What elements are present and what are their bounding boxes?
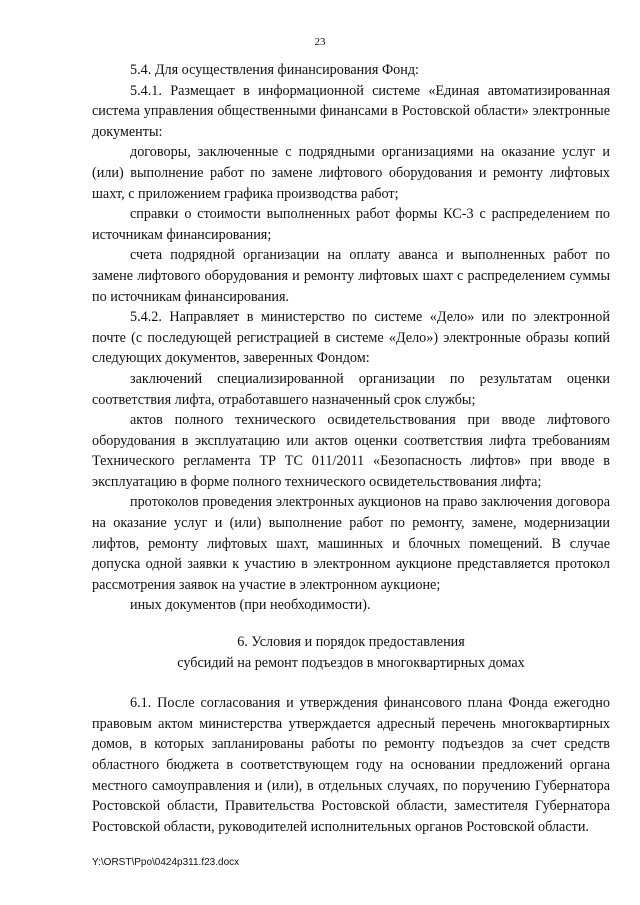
document-body [92, 60, 610, 837]
list-item-contracts: договоры, заключенные с подрядными организациями на оказание услуг и (или) выполнение работ по замене лифтового оборудования и ремонту лифтовых шахт, с приложением графика производства работ; [92, 144, 610, 202]
page-number: 23 [314, 36, 326, 48]
list-item-inspection-acts: актов полного технического освидетельствования при вводе лифтового оборудования в эксплуатацию или актов оценки соответствия лифта требованиям Технического регламента ТР ТС 011/2011 «Безопасность лифтов» при вводе в эксплуатацию в форме полного технического освидетельствования лифта; [92, 412, 610, 490]
list-item-invoices: счета подрядной организации на оплату аванса и выполненных работ по замене лифтового оборудования и ремонту лифтовых шахт с распределением суммы по источникам финансирования. [92, 247, 610, 305]
section-6-title-line-1: 6. Условия и порядок предоставления [237, 634, 465, 651]
paragraph-5-4-1: 5.4.1. Размещает в информационной системе «Единая автоматизированная система управления общественными финансами в Ростовской области» электронные документы: [92, 82, 610, 140]
paragraph-5-4-2: 5.4.2. Направляет в министерство по системе «Дело» или по электронной почте (с последующей регистрацией в системе «Дело») электронные образы копий следующих документов, заверенных Фондом: [92, 309, 610, 367]
list-item-ks3-certificates: справки о стоимости выполненных работ формы КС-3 с распределением по источникам финансирования; [92, 206, 610, 243]
paragraph-5-4: 5.4. Для осуществления финансирования Фонд: [130, 62, 419, 78]
section-6-heading [92, 632, 610, 673]
paragraph-6-1: 6.1. После согласования и утверждения финансового плана Фонда ежегодно правовым актом министерства утверждается адресный перечень многоквартирных домов, в которых запланированы работы по ремонту подъездов за счет средств областного бюджета в соответствующем году на основании предложений органа местного самоуправления и (или), в отдельных случаях, по поручению Губернатора Ростовской области, Правительства Ростовской области, заместителя Губернатора Ростовской области, руководителей исполнительных органов Ростовской области. [92, 695, 610, 835]
footer-file-path: Y:\ORST\Ppo\0424p311.f23.docx [92, 857, 240, 868]
list-item-auction-protocols: протоколов проведения электронных аукционов на право заключения договора на оказание услуг и (или) выполнение работ по ремонту, замене, модернизации лифтов, ремонту лифтовых шахт, машинных и блочных помещений. В случае допуска одной заявки к участию в электронном аукционе представляется протокол рассмотрения заявок на участие в электронном аукционе; [92, 494, 610, 593]
list-item-other-documents: иных документов (при необходимости). [130, 597, 371, 614]
section-6-title-line-2: субсидий на ремонт подъездов в многоквартирных домах [177, 654, 525, 671]
list-item-conclusions: заключений специализированной организации по результатам оценки соответствия лифта, отработавшего назначенный срок службы; [92, 370, 610, 408]
